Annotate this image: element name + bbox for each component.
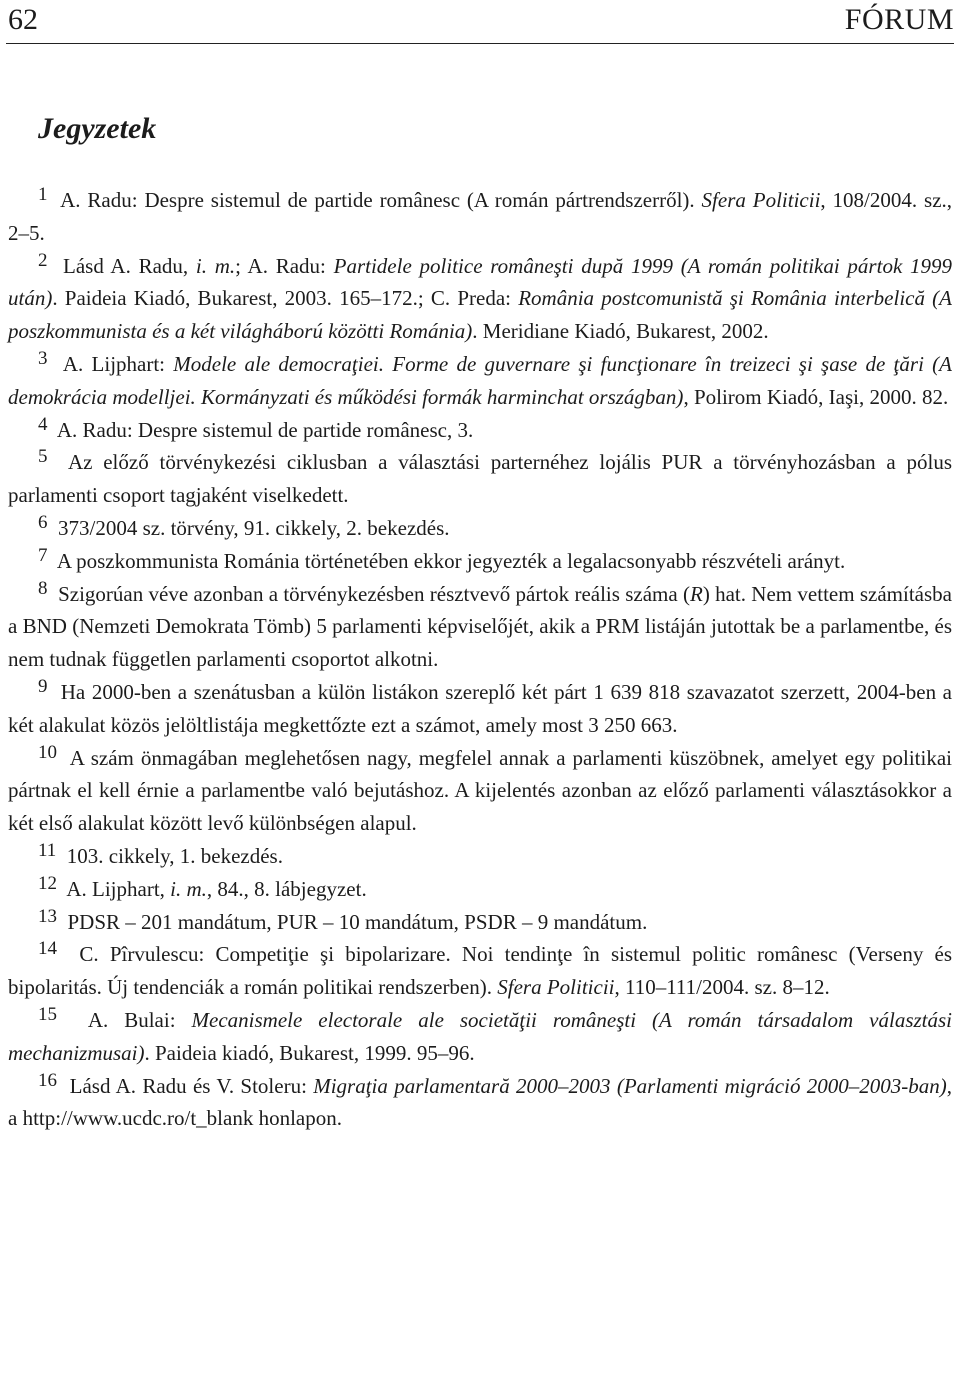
endnote-number: 8: [38, 577, 48, 599]
endnotes-list: [8, 184, 952, 1135]
endnote-text: Lásd A. Radu,: [63, 253, 196, 278]
endnote-number: 2: [38, 249, 48, 271]
endnote-text: C. Pîrvulescu: Competiţie şi bipolarizare. Noi tendinţe în sistemul politic românesc (Verseny és bipolaritás. Új tendenciák a román politikai rendszerben).: [8, 942, 952, 1000]
endnote-number: 5: [38, 446, 48, 468]
endnote-text: 373/2004 sz. törvény, 91. cikkely, 2. bekezdés.: [58, 515, 450, 540]
endnote-text: , 84., 8. lábjegyzet.: [206, 876, 367, 901]
endnote-italic-text: Mecanismele electorale ale societăţii româneşti (A román társadalom választási mechanizmusai): [8, 1007, 953, 1065]
endnote-text: Ha 2000-ben a szenátusban a külön listákon szereplő két párt 1 639 818 szavazatot szerzett, 2004-ben a két alakulat közös jelöltlistája megkettőzte ezt a számot, amely most 3 250 663.: [8, 679, 953, 737]
endnote-text: Az előző törvénykezési ciklusban a választási parternéhez lojális PUR a törvényhozásban a pólus parlamenti csoport tagjaként viselkedett.: [8, 450, 953, 508]
journal-name: FÓRUM: [844, 3, 954, 36]
endnote: [8, 348, 952, 414]
page-number: 62: [8, 3, 38, 36]
endnote-text: A. Radu: Despre sistemul de partide românesc (A román pártrendszerről).: [60, 188, 702, 212]
endnote-number: 14: [38, 938, 57, 960]
endnote-text: A. Lijphart,: [66, 876, 171, 901]
endnote: [8, 578, 952, 676]
endnote-text: . Meridiane Kiadó, Bukarest, 2002.: [472, 319, 769, 344]
endnote-number: 13: [38, 905, 57, 927]
endnote-text: , a http://www.ucdc.ro/t_blank honlapon.: [8, 1073, 952, 1131]
endnote-number: 4: [38, 413, 48, 435]
endnote: [8, 938, 952, 1004]
endnote-italic-text: România postcomunistă şi România interbelică (A poszkommunista és a két világháború közötti Románia): [8, 286, 952, 344]
endnote-text: Szigorúan véve azonban a törvénykezésben résztvevő pártok reális száma (: [58, 581, 690, 606]
endnote: [8, 512, 952, 545]
endnote-italic-text: Partidele politice româneşti după 1999 (A román politikai pártok 1999 után): [8, 253, 953, 311]
endnote-number: 10: [38, 741, 57, 763]
endnote: [8, 545, 952, 578]
endnote-number: 7: [38, 544, 48, 566]
endnote-italic-text: i. m.: [170, 876, 207, 901]
endnote: [8, 414, 952, 447]
endnote-number: 9: [38, 675, 48, 697]
endnote-italic-text: Migraţia parlamentară 2000–2003 (Parlamenti migráció 2000–2003-ban): [313, 1073, 947, 1098]
endnote: [8, 742, 952, 840]
endnote-text: . Paideia Kiadó, Bukarest, 2003. 165–172.; C. Preda:: [52, 286, 519, 311]
endnote: [8, 1004, 952, 1070]
endnote-text: PDSR – 201 mandátum, PUR – 10 mandátum, PSDR – 9 mandátum.: [67, 909, 648, 934]
endnote-text: A. Lijphart:: [62, 351, 174, 376]
endnote-text: , Polirom Kiadó, Iaşi, 2000. 82.: [683, 384, 949, 409]
endnote-italic-text: R: [689, 581, 703, 606]
endnote-number: 6: [38, 511, 48, 533]
endnote-number: 1: [38, 184, 48, 205]
endnote: [8, 873, 952, 906]
endnote: [8, 906, 952, 939]
endnote: [8, 1070, 952, 1136]
endnote-text: A. Radu: Despre sistemul de partide românesc, 3.: [56, 417, 474, 442]
endnote-text: A poszkommunista Románia történetében ekkor jegyezték a legalacsonyabb részvételi arányt.: [56, 548, 846, 573]
endnote-text: 103. cikkely, 1. bekezdés.: [66, 843, 283, 868]
endnote-italic-text: Sfera Politicii: [497, 975, 615, 1000]
endnote-number: 11: [38, 839, 57, 861]
endnote-text: A. Bulai:: [87, 1007, 192, 1032]
endnote: [8, 446, 952, 512]
endnote-number: 16: [38, 1069, 57, 1091]
endnote-text: ; A. Radu:: [235, 253, 334, 278]
endnote-number: 12: [38, 872, 57, 894]
endnote-text: A szám önmagában meglehetősen nagy, megfelel annak a parlamenti küszöbnek, amelyet egy politikai pártnak el kell érnie a parlamentbe való bejutáshoz. A kijelentés azonban az előző parlamenti választásokkor a két első alakulat között levő különbségen alapul.: [8, 745, 952, 836]
endnote: [8, 250, 952, 348]
section-title: Jegyzetek: [38, 111, 157, 145]
endnote: [8, 840, 952, 873]
endnote-text: Lásd A. Radu és V. Stoleru:: [69, 1073, 314, 1098]
endnote-text: . Paideia kiadó, Bukarest, 1999. 95–96.: [144, 1040, 475, 1065]
header-rule: [6, 43, 954, 44]
endnote-number: 15: [38, 1003, 57, 1025]
endnote-italic-text: i. m.: [195, 253, 236, 278]
endnote: [8, 184, 952, 250]
endnote-text: , 108/2004. sz., 2–5.: [8, 188, 953, 245]
endnote-italic-text: Sfera Politicii: [701, 188, 821, 212]
endnote-number: 3: [38, 347, 48, 369]
endnote-italic-text: Modele ale democraţiei. Forme de guvernare şi funcţionare în treizeci şi şase de ţări (A demokrácia modelljei. Kormányzati és működési formák harminchat országban): [8, 351, 952, 409]
endnote-text: , 110–111/2004. sz. 8–12.: [614, 975, 830, 1000]
endnote: [8, 676, 952, 742]
endnote-text: ) hat. Nem vettem számításba a BND (Nemzeti Demokrata Tömb) 5 parlamenti képviselőjét, akik a PRM listáján jutottak be a parlamentbe, és nem tudnak független parlamenti csoportot alkotni.: [8, 581, 952, 672]
